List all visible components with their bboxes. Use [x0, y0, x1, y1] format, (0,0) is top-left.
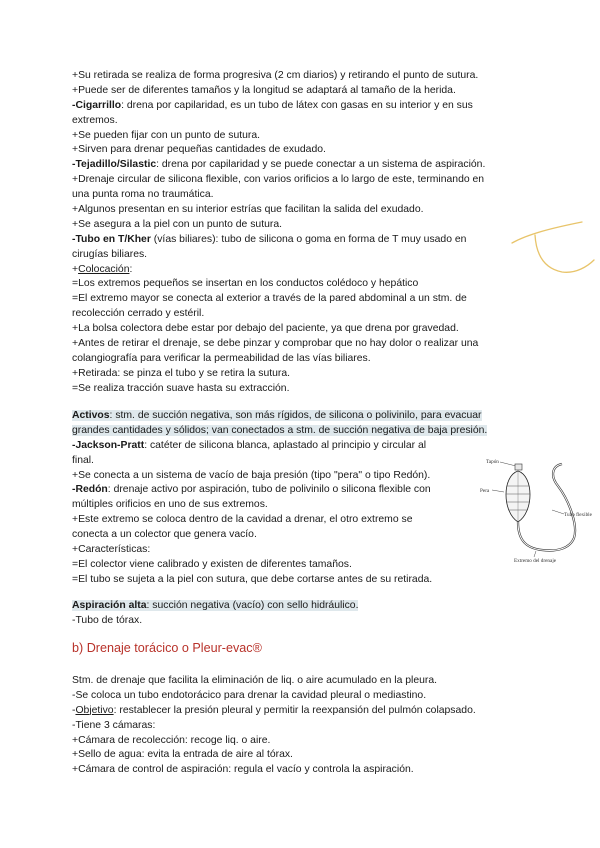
text-span: + — [72, 263, 79, 275]
text-line: =El extremo mayor se conecta al exterior a través de la pared abdominal a un stm. de — [72, 293, 467, 305]
term-tejadillo: -Tejadillo/Silastic — [72, 159, 157, 171]
text-span: (vías biliares): tubo de silicona o goma en forma de T muy usado en — [150, 233, 467, 245]
activos-line-2 — [72, 424, 532, 439]
text-line: +Drenaje circular de silicona flexible, con varios orificios a lo largo de este, terminando en — [72, 174, 485, 186]
text-line: +Puede ser de diferentes tamaños y la longitud se adaptará al tamaño de la herida. — [72, 84, 456, 96]
aspiracion-line — [72, 599, 524, 614]
text-line: múltiples orificios en uno de sus extremos. — [72, 499, 268, 511]
term-tubo-en-t: -Tubo en T/Kher — [72, 233, 151, 245]
text-line: -Tubo de tórax. — [72, 614, 143, 626]
text-span: : drena por capilaridad y se puede conectar a un sistema de aspiración. — [156, 159, 486, 171]
text-line: Stm. de drenaje que facilita la eliminación de liq. o aire acumulado en la pleura. — [72, 675, 438, 686]
text-span: : — [129, 263, 133, 275]
handwritten-annotation — [500, 210, 600, 280]
text-line: +Retirada: se pinza el tubo y se retira la sutura. — [72, 367, 291, 379]
highlighted-text — [72, 410, 482, 421]
text-line: +Algunos presentan en su interior estrías que facilitan la salida del exudado. — [72, 204, 424, 216]
text-line: +Cámara de recolección: recoge liq. o aire. — [72, 734, 271, 746]
text-span: - — [72, 704, 76, 716]
text-span: : drenaje activo por aspiración, tubo de polivinilo o silicona flexible con — [107, 484, 431, 496]
term-cigarrillo: -Cigarrillo — [72, 99, 122, 111]
objetivo-line — [72, 704, 542, 719]
section-heading: b) Drenaje torácico o Pleur-evac® — [72, 641, 262, 655]
text-line: =Los extremos pequeños se insertan en los conductos colédoco y hepático — [72, 278, 419, 290]
text-line: -Tiene 3 cámaras: — [72, 719, 156, 731]
term-objetivo: Objetivo — [75, 704, 114, 716]
text-line: una punta roma no traumática. — [72, 189, 214, 201]
high-aspiration-section — [72, 599, 524, 629]
text-line: +Cámara de control de aspiración: regula el vacío y controla la aspiración. — [72, 764, 414, 776]
highlighted-text: grandes cantidades y sólidos; van conectados a stm. de succión negativa de baja presión. — [72, 424, 488, 436]
text-span: : succión negativa (vacío) con sello hidráulico. — [146, 600, 359, 611]
text-span: : drena por capilaridad, es un tubo de látex con gasas en su interior y en sus — [121, 99, 473, 111]
passive-drains-section — [72, 69, 524, 397]
text-line: +Se asegura a la piel con un punto de sutura. — [72, 218, 282, 230]
term-activos: Activos — [72, 410, 110, 421]
text-line: =Se realiza tracción suave hasta su extracción. — [72, 382, 290, 394]
highlighted-text — [72, 600, 358, 611]
text-line: conecta a un colector que genera vacío. — [72, 529, 257, 541]
text-line: cirugías biliares. — [72, 248, 148, 260]
term-aspiracion-alta: Aspiración alta — [72, 600, 147, 611]
redon-line — [72, 483, 532, 498]
text-line: final. — [72, 454, 94, 466]
text-span: : catéter de silicona blanca, aplastado al principio y circular al — [144, 439, 427, 451]
text-line: =El colector viene calibrado y existen de diferentes tamaños. — [72, 558, 352, 570]
text-line: recolección cerrado y estéril. — [72, 308, 205, 320]
redon-drain-illustration — [478, 452, 600, 572]
figure-label-extremo: Extremo del drenaje — [514, 558, 557, 564]
cap-icon — [515, 464, 522, 470]
figure-label-pera: Pera — [480, 488, 490, 494]
term-jackson-pratt: -Jackson-Pratt — [72, 439, 145, 451]
term-colocacion: Colocación — [78, 263, 130, 275]
activos-line — [72, 409, 532, 424]
text-line: +Su retirada se realiza de forma progresiva (2 cm diarios) y retirando el punto de sutura. — [72, 70, 479, 81]
thoracic-drainage-section — [72, 674, 542, 778]
text-line: =El tubo se sujeta a la piel con sutura, que debe cortarse antes de su retirada. — [72, 573, 433, 585]
text-line: +Se conecta a un sistema de vacío de baja presión (tipo "pera" o tipo Redón). — [72, 469, 431, 481]
text-line: +Se pueden fijar con un punto de sutura. — [72, 129, 261, 141]
figure-label-tubo: Tubo flexible — [564, 512, 592, 518]
active-drains-section — [72, 409, 532, 588]
text-span: : stm. de succión negativa, son más rígidos, de silicona o polivinilo, para evacuar — [109, 410, 482, 421]
text-line: colangiografía para verificar la permeabilidad de las vías biliares. — [72, 352, 371, 364]
jackson-pratt-line — [72, 439, 532, 454]
cigarrillo-line — [72, 99, 524, 114]
colocacion-line — [72, 263, 524, 278]
tubo-t-line — [72, 233, 524, 248]
text-line: extremos. — [72, 114, 118, 126]
text-line: -Se coloca un tubo endotorácico para drenar la cavidad pleural o mediastino. — [72, 689, 427, 701]
text-span: : restablecer la presión pleural y permitir la reexpansión del pulmón colapsado. — [113, 704, 476, 716]
term-redon: -Redón — [72, 484, 108, 496]
figure-label-tapon: Tapón — [486, 459, 499, 465]
text-line: +Características: — [72, 544, 151, 556]
text-line: +Antes de retirar el drenaje, se debe pinzar y comprobar que no hay dolor o realizar una — [72, 338, 479, 350]
tejadillo-line — [72, 158, 524, 173]
text-line: +Este extremo se coloca dentro de la cavidad a drenar, el otro extremo se — [72, 514, 413, 526]
text-line: +Sirven para drenar pequeñas cantidades de exudado. — [72, 144, 326, 156]
text-line: +Sello de agua: evita la entrada de aire al tórax. — [72, 749, 293, 761]
text-line: +La bolsa colectora debe estar por debajo del paciente, ya que drena por gravedad. — [72, 323, 459, 335]
